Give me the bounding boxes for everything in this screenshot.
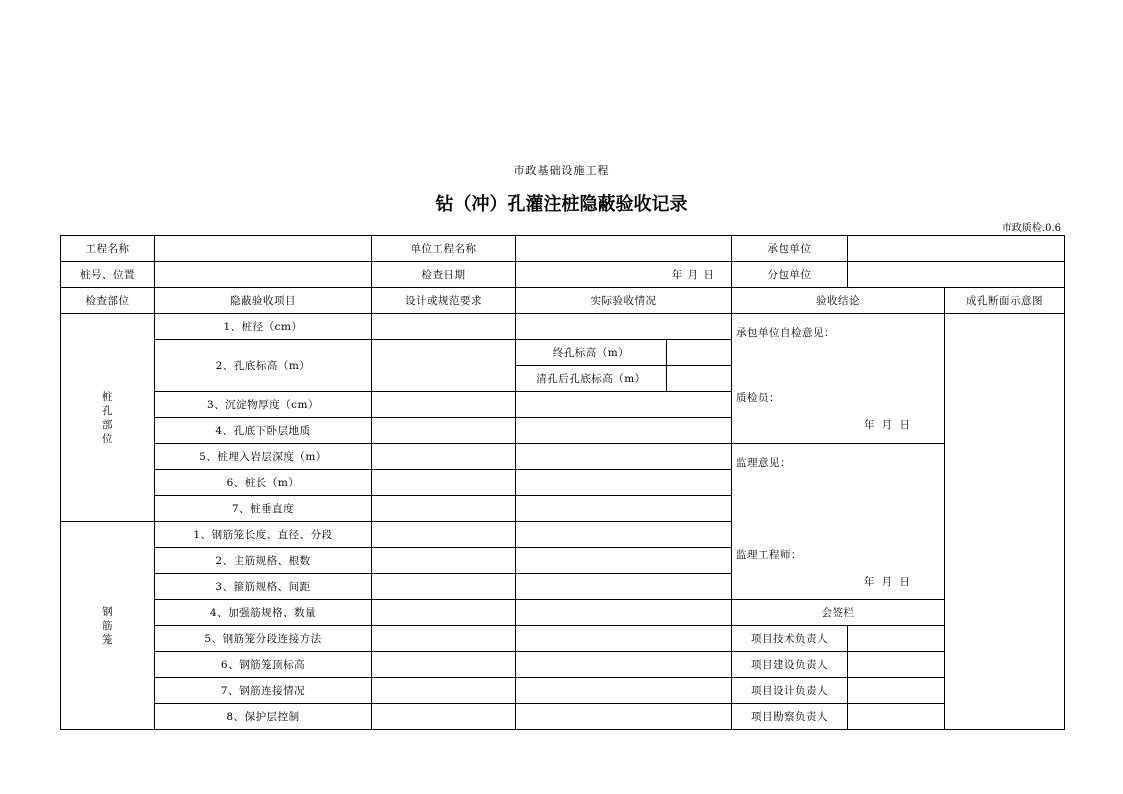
pile-item-2: 2、孔底标高（m） xyxy=(155,340,372,392)
cage-row-4 xyxy=(61,600,1065,626)
signer-field-2[interactable] xyxy=(848,652,945,678)
col-conclusion: 验收结论 xyxy=(732,288,945,314)
pile-design-3[interactable] xyxy=(372,392,516,418)
quality-inspector-label: 质检员： xyxy=(736,392,780,404)
subcontractor-label: 分包单位 xyxy=(732,262,848,288)
pile-design-6[interactable] xyxy=(372,470,516,496)
signer-label-3: 项目设计负责人 xyxy=(732,678,848,704)
column-header-row xyxy=(61,288,1065,314)
pile-actual-4[interactable] xyxy=(516,418,732,444)
col-part: 检查部位 xyxy=(61,288,155,314)
contractor-label: 承包单位 xyxy=(732,236,848,262)
inspection-form-table xyxy=(60,235,1065,730)
cage-design-7[interactable] xyxy=(372,678,516,704)
pile-item-5: 5、桩埋入岩层深度（m） xyxy=(155,444,372,470)
contractor-field[interactable] xyxy=(848,236,1065,262)
cage-item-5: 5、钢筋笼分段连接方法 xyxy=(155,626,372,652)
cage-actual-7[interactable] xyxy=(516,678,732,704)
col-item: 隐蔽验收项目 xyxy=(155,288,372,314)
cage-actual-2[interactable] xyxy=(516,548,732,574)
pile-no-label: 桩号、位置 xyxy=(61,262,155,288)
signer-label-2: 项目建设负责人 xyxy=(732,652,848,678)
cage-design-6[interactable] xyxy=(372,652,516,678)
pile-row-1 xyxy=(61,314,1065,340)
pile-sub-value-2[interactable] xyxy=(667,366,732,392)
pile-item-1: 1、桩径（cm） xyxy=(155,314,372,340)
pile-section-label: 桩 孔 部 位 xyxy=(61,314,155,522)
signer-field-1[interactable] xyxy=(848,626,945,652)
col-actual: 实际验收情况 xyxy=(516,288,732,314)
cage-design-8[interactable] xyxy=(372,704,516,730)
form-code: 市政质检.0.6 xyxy=(1001,223,1061,234)
unit-project-label: 单位工程名称 xyxy=(372,236,516,262)
cage-item-7: 7、钢筋连接情况 xyxy=(155,678,372,704)
project-name-label: 工程名称 xyxy=(61,236,155,262)
cage-item-3: 3、箍筋规格、间距 xyxy=(155,574,372,600)
pile-item-6: 6、桩长（m） xyxy=(155,470,372,496)
cage-section-label: 钢 筋 笼 xyxy=(61,522,155,730)
supervisor-opinion-cell[interactable] xyxy=(732,444,945,600)
cage-actual-3[interactable] xyxy=(516,574,732,600)
pile-design-2[interactable] xyxy=(372,340,516,392)
supervisor-date: 年 月 日 xyxy=(863,575,912,588)
pile-actual-5[interactable] xyxy=(516,444,732,470)
cage-item-8: 8、保护层控制 xyxy=(155,704,372,730)
pile-design-5[interactable] xyxy=(372,444,516,470)
pile-actual-6[interactable] xyxy=(516,470,732,496)
cage-row-7 xyxy=(61,678,1065,704)
subcontractor-field[interactable] xyxy=(848,262,1065,288)
pile-sub-value-1[interactable] xyxy=(667,340,732,366)
pile-item-4: 4、孔底下卧层地质 xyxy=(155,418,372,444)
pile-design-1[interactable] xyxy=(372,314,516,340)
pile-design-4[interactable] xyxy=(372,418,516,444)
project-name-field[interactable] xyxy=(155,236,372,262)
cage-item-6: 6、钢筋笼顶标高 xyxy=(155,652,372,678)
cage-row-6 xyxy=(61,652,1065,678)
pile-sub-item-1: 终孔标高（m） xyxy=(516,340,667,366)
check-date-field[interactable] xyxy=(516,262,732,288)
signer-label-1: 项目技术负责人 xyxy=(732,626,848,652)
supervisor-opinion-label: 监理意见： xyxy=(736,456,791,469)
pile-row-5 xyxy=(61,444,1065,470)
cage-item-1: 1、钢筋笼长度、直径、分段 xyxy=(155,522,372,548)
unit-project-field[interactable] xyxy=(516,236,732,262)
supervising-engineer-label: 监理工程师： xyxy=(736,548,802,561)
sketch-cell[interactable] xyxy=(945,314,1065,730)
cage-actual-5[interactable] xyxy=(516,626,732,652)
cage-design-1[interactable] xyxy=(372,522,516,548)
cage-item-4: 4、加强筋规格、数量 xyxy=(155,600,372,626)
pile-actual-7[interactable] xyxy=(516,496,732,522)
cage-design-3[interactable] xyxy=(372,574,516,600)
pile-design-7[interactable] xyxy=(372,496,516,522)
pile-actual-3[interactable] xyxy=(516,392,732,418)
check-date-value: 年 月 日 xyxy=(671,269,715,281)
pile-sub-item-2: 清孔后孔底标高（m） xyxy=(516,366,667,392)
cage-design-2[interactable] xyxy=(372,548,516,574)
cage-actual-6[interactable] xyxy=(516,652,732,678)
info-row-1 xyxy=(61,236,1065,262)
pile-no-field[interactable] xyxy=(155,262,372,288)
cage-design-5[interactable] xyxy=(372,626,516,652)
contractor-date: 年 月 日 xyxy=(863,419,912,431)
cage-actual-8[interactable] xyxy=(516,704,732,730)
cage-row-8 xyxy=(61,704,1065,730)
cage-actual-4[interactable] xyxy=(516,600,732,626)
form-title: 钻（冲）孔灌注桩隐蔽验收记录 xyxy=(435,194,688,215)
contractor-opinion-cell[interactable] xyxy=(732,314,945,444)
signer-field-3[interactable] xyxy=(848,678,945,704)
col-sketch: 成孔断面示意图 xyxy=(945,288,1065,314)
cage-row-5 xyxy=(61,626,1065,652)
signer-field-4[interactable] xyxy=(848,704,945,730)
info-row-2 xyxy=(61,262,1065,288)
signer-label-4: 项目勘察负责人 xyxy=(732,704,848,730)
form-category: 市政基础设施工程 xyxy=(513,164,610,177)
pile-item-3: 3、沉淀物厚度（cm） xyxy=(155,392,372,418)
pile-item-7: 7、桩垂直度 xyxy=(155,496,372,522)
cage-item-2: 2、主筋规格、根数 xyxy=(155,548,372,574)
col-design: 设计或规范要求 xyxy=(372,288,516,314)
cage-design-4[interactable] xyxy=(372,600,516,626)
sign-header: 会签栏 xyxy=(732,600,945,626)
pile-actual-1[interactable] xyxy=(516,314,732,340)
contractor-self-check-label: 承包单位自检意见： xyxy=(736,327,835,339)
cage-actual-1[interactable] xyxy=(516,522,732,548)
check-date-label: 检查日期 xyxy=(372,262,516,288)
